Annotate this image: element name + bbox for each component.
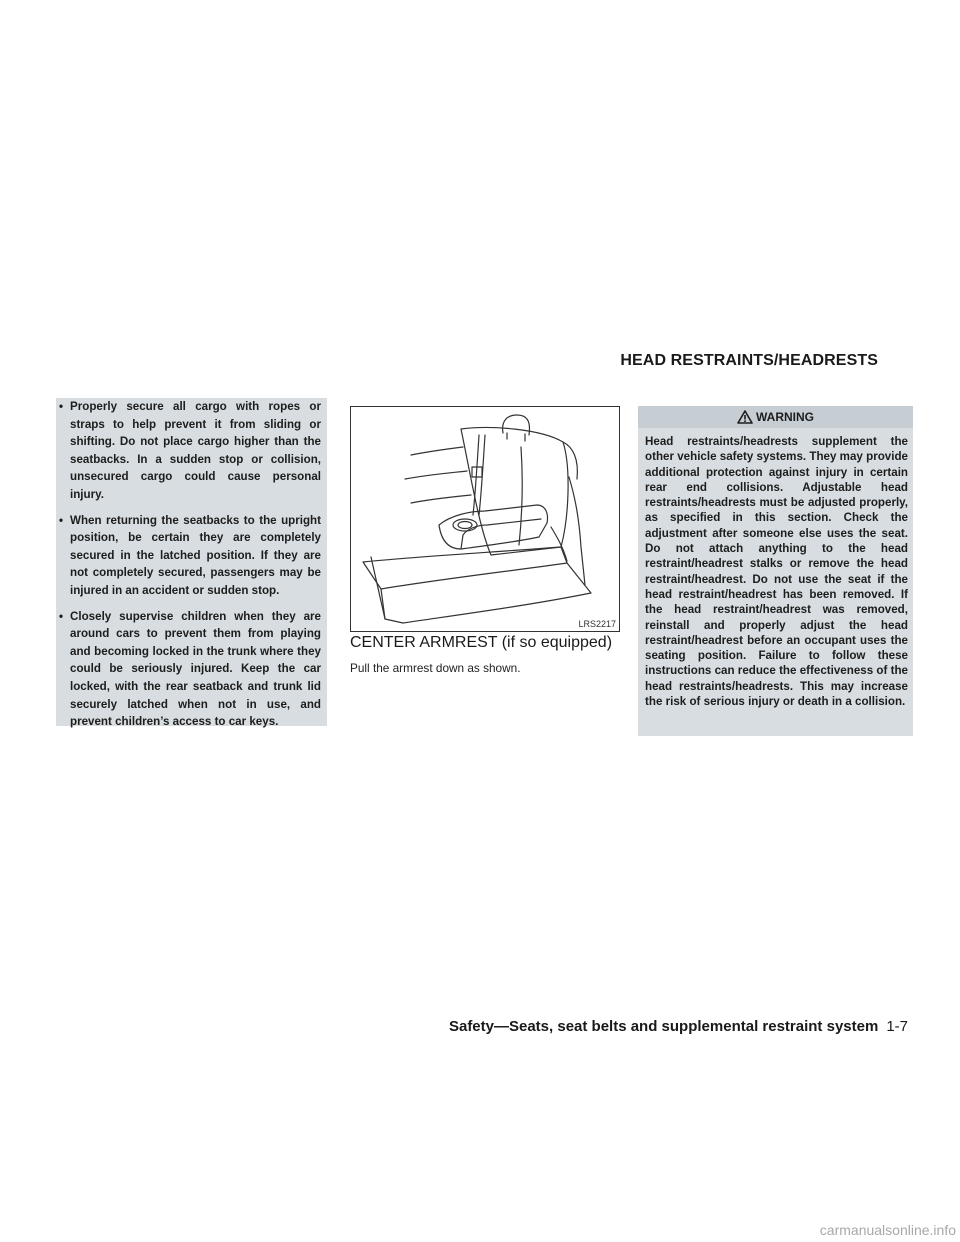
warning-title-bar bbox=[638, 406, 913, 428]
caution-list bbox=[56, 398, 321, 731]
footer-chapter: Safety—Seats, seat belts and supplemental restraint system bbox=[448, 1018, 879, 1035]
list-item bbox=[56, 398, 321, 504]
list-item-text: Properly secure all cargo with ropes or straps to help prevent it from sliding or shifting. Do not place cargo higher than the seatbacks. In a sudden stop or collision, unsecured cargo could cause personal injury. bbox=[70, 400, 321, 501]
page-footer bbox=[449, 1018, 908, 1035]
bullet-icon: • bbox=[59, 513, 64, 527]
bullet-icon: • bbox=[59, 609, 64, 623]
watermark: carmanualsonline.info bbox=[819, 1222, 956, 1238]
warning-box bbox=[638, 406, 913, 736]
list-item bbox=[56, 608, 321, 731]
armrest-heading: CENTER ARMREST (if so equipped) bbox=[350, 634, 613, 651]
list-item-text: Closely supervise children when they are around cars to prevent them from playing and becoming locked in the trunk where they could be seriously injured. Keep the car locked, with the rear seatback and trunk lid securely latched when not in use, and prevent children’s access to car keys. bbox=[70, 609, 321, 729]
section-header: HEAD RESTRAINTS/HEADRESTS bbox=[620, 352, 878, 369]
warning-text: Head restraints/headrests supplement the other vehicle safety systems. They may provide additional protection against injury in certain rear end collisions. Adjustable head restraints/headrests must be adjusted properly, as specified in this section. Check the adjustment after someone else uses the seat. Do not attach anything to the head restraint/headrest stalks or remove the head restraint/headrest. Do not use the seat if the head restraint/headrest has been removed. If the head restraint/headrest was removed, reinstall and properly adjust the head restraint/headrest before an occupant uses the seating position. Failure to follow these instructions can reduce the effectiveness of the head restraints/headrests. This may increase the risk of serious injury or death in a collision. bbox=[645, 435, 908, 709]
warning-title: WARNING bbox=[756, 410, 814, 424]
figure-code: LRS2217 bbox=[578, 619, 616, 629]
warning-icon bbox=[737, 410, 753, 424]
list-item-text: When returning the seatbacks to the upright position, be certain they are completely secured in the latched position. If they are not completely secured, passengers may be injured in an accident or sudden stop. bbox=[70, 513, 321, 597]
armrest-body-text: Pull the armrest down as shown. bbox=[350, 661, 521, 675]
caution-box bbox=[56, 398, 327, 729]
list-item bbox=[56, 512, 321, 600]
page-number: 1-7 bbox=[886, 1018, 908, 1035]
armrest-illustration bbox=[351, 407, 619, 631]
armrest-figure bbox=[350, 406, 620, 632]
bullet-icon: • bbox=[59, 400, 64, 413]
